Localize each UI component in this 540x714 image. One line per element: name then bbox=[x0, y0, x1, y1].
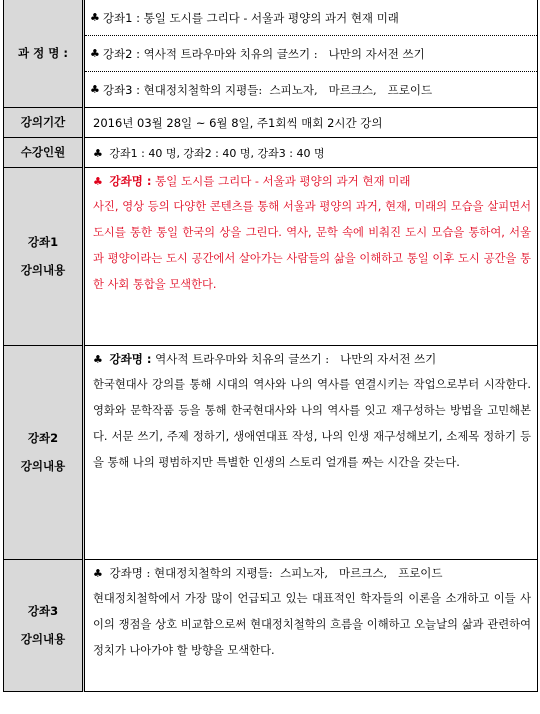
lecture2-label-line1: 강좌2 bbox=[27, 430, 59, 445]
course-item-3 bbox=[85, 72, 537, 107]
course-item-prefix: 강좌2 : bbox=[102, 46, 140, 61]
capacity-label: 수강인원 bbox=[4, 138, 84, 168]
course-name-label: 과 정 명 : bbox=[4, 0, 84, 108]
club-icon: ♣ bbox=[90, 11, 100, 24]
lecture2-heading bbox=[93, 348, 531, 371]
period-row bbox=[4, 108, 538, 138]
course-item-title: 역사적 트라우마와 치유의 글쓰기 : 나만의 자서전 쓰기 bbox=[143, 46, 425, 61]
capacity-cell bbox=[84, 138, 538, 168]
period-label: 강의기간 bbox=[4, 108, 84, 138]
course-item-title: 현대정치철학의 지평들: 스피노자, 마르크스, 프로이드 bbox=[143, 82, 433, 97]
club-icon: ♣ bbox=[90, 47, 100, 60]
lecture1-label bbox=[4, 168, 84, 346]
lecture3-label-line2: 강의내용 bbox=[20, 631, 66, 646]
lecture2-label-line2: 강의내용 bbox=[20, 458, 66, 473]
lecture1-body: 사진, 영상 등의 다양한 콘텐츠를 통해 서울과 평양의 과거, 현재, 미래의 모습을 살피면서 도시를 통한 통일 한국의 상을 그린다. 역사, 문학 속에 비춰진 도시 모습을 통하여, 서울과 평양이라는 도시 공간에서 살아가는 사람들의 삶을 이해하고 통일 이후 도시 공간을 통한 사회 통합을 모색한다. bbox=[93, 200, 531, 291]
lecture1-row bbox=[4, 168, 538, 346]
lecture1-heading-label: 강좌명 : bbox=[109, 174, 152, 188]
club-icon: ♣ bbox=[93, 175, 103, 188]
course-item-prefix: 강좌3 : bbox=[102, 82, 140, 97]
capacity-row bbox=[4, 138, 538, 168]
capacity-value: 강좌1 : 40 명, 강좌2 : 40 명, 강좌3 : 40 명 bbox=[109, 146, 325, 160]
lecture2-heading-title: 역사적 트라우마와 치유의 글쓰기 : 나만의 자서전 쓰기 bbox=[155, 352, 437, 366]
lecture3-heading bbox=[93, 562, 531, 585]
lecture1-content bbox=[84, 168, 538, 346]
lecture1-heading-title: 통일 도시를 그리다 - 서울과 평양의 과거 현재 미래 bbox=[155, 174, 411, 188]
period-value: 2016년 03월 28일 ~ 6월 8일, 주1회씩 매회 2시간 강의 bbox=[84, 108, 538, 138]
lecture3-heading-title: 현대정치철학의 지평들: 스피노자, 마르크스, 프로이드 bbox=[154, 566, 443, 580]
club-icon: ♣ bbox=[93, 567, 103, 580]
lecture3-body: 현대정치철학에서 가장 많이 언급되고 있는 대표적인 학자들의 이론을 소개하고 이들 사이의 쟁점을 상호 비교함으로써 현대정치철학의 흐름을 이해하고 오늘날의 삶과 관련하여 정치가 나아가야 할 방향을 모색한다. bbox=[93, 592, 531, 657]
course-item-1 bbox=[85, 0, 537, 36]
lecture3-label-line1: 강좌3 bbox=[27, 603, 59, 618]
lecture1-label-line2: 강의내용 bbox=[20, 262, 66, 277]
course-item-title: 통일 도시를 그리다 - 서울과 평양의 과거 현재 미래 bbox=[143, 10, 399, 25]
club-icon: ♣ bbox=[93, 146, 103, 160]
lecture2-body: 한국현대사 강의를 통해 시대의 역사와 나의 역사를 연결시키는 작업으로부터 시작한다. 영화와 문학작품 등을 통해 한국현대사와 나의 역사를 잇고 재구성하는 방법을 고민해본다. 서문 쓰기, 주제 정하기, 생애연대표 작성, 나의 인생 재구성해보기, 소제목 정하기 등을 통해 나의 평범하지만 특별한 인생의 스토리 얼개를 짜는 시간을 갖는다. bbox=[93, 378, 531, 469]
course-item-prefix: 강좌1 : bbox=[102, 10, 140, 25]
lecture3-content bbox=[84, 560, 538, 692]
lecture1-heading bbox=[93, 170, 531, 193]
lecture2-row bbox=[4, 346, 538, 560]
lecture3-heading-label: 강좌명 : bbox=[109, 566, 151, 580]
lecture3-label bbox=[4, 560, 84, 692]
lecture2-heading-label: 강좌명 : bbox=[109, 352, 152, 366]
course-info-table bbox=[3, 0, 538, 692]
course-name-row bbox=[4, 0, 538, 108]
lecture2-label bbox=[4, 346, 84, 560]
lecture1-label-line1: 강좌1 bbox=[27, 234, 59, 249]
lecture3-row bbox=[4, 560, 538, 692]
club-icon: ♣ bbox=[90, 83, 100, 96]
course-item-2 bbox=[85, 36, 537, 72]
club-icon: ♣ bbox=[93, 353, 103, 366]
lecture2-content bbox=[84, 346, 538, 560]
